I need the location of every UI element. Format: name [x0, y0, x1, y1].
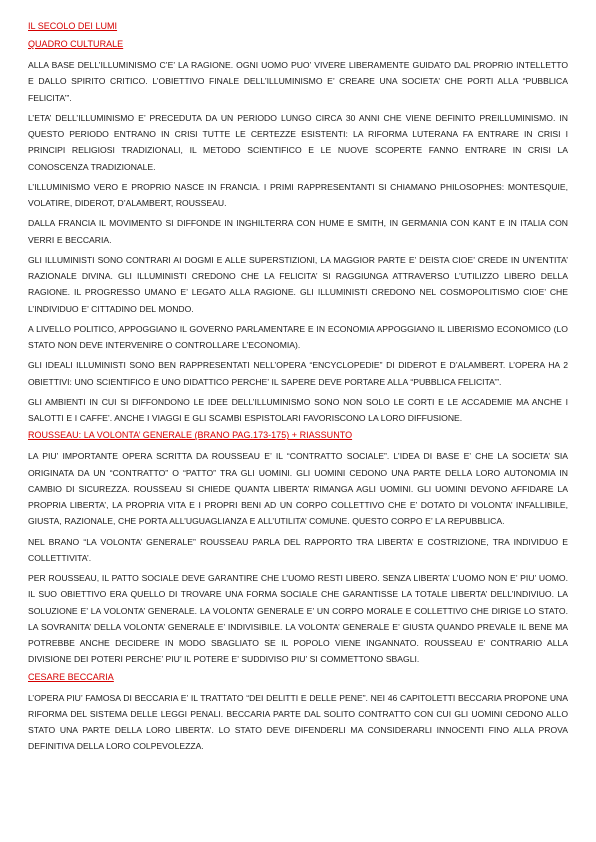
paragraph: ALLA BASE DELL’ILLUMINISMO C’E’ LA RAGIONE. OGNI UOMO PUO’ VIVERE LIBERAMENTE GUIDATO DAL PROPRIO INTELLETTO E DALLO SPIRITO CRITICO. L’OBIETTIVO FINALE DELL’ILLUMINISMO E’ CREARE UNA SOCIETA’ CHE PORTI ALLA “PUBBLICA FELICITA’”. — [28, 60, 568, 103]
paragraph: L’ETA’ DELL’ILLUMINISMO E’ PRECEDUTA DA UN PERIODO LUNGO CIRCA 30 ANNI CHE VIENE DEFINITO PREILLUMINISMO. IN QUESTO PERIODO ENTRANO IN CRISI TUTTE LE CERTEZZE ESISTENTI: LA RIFORMA LUTERANA FA ENTRARE IN CRISI I PRINCIPI RELIGIOSI TRADIZIONALI, IL METODO SCIENTIFICO E LE NUOVE SCOPERTE FANNO ENTRARE IN CRISI LA CONOSCENZA TRADIZIONALE. — [28, 112, 568, 172]
paragraph: GLI AMBIENTI IN CUI SI DIFFONDONO LE IDEE DELL’ILLUMINISMO SONO NON SOLO LE CORTI E LE ACCADEMIE MA ANCHE I SALOTTI E I CAFFE’. ANCHE I VIAGGI E GLI SCAMBI ESPISTOLARI FAVORISCONO LA LORO DIFFUSIONE. — [28, 396, 568, 423]
paragraph: A LIVELLO POLITICO, APPOGGIANO IL GOVERNO PARLAMENTARE E IN ECONOMIA APPOGGIANO IL LIBERISMO ECONOMICO (LO STATO NON DEVE INTERVENIRE O CONTROLLARE L’ECONOMIA). — [28, 323, 568, 350]
paragraph: GLI ILLUMINISTI SONO CONTRARI AI DOGMI E ALLE SUPERSTIZIONI, LA MAGGIOR PARTE E’ DEISTA CIOE’ CREDE IN UN’ENTITA’ RAZIONALE DIVINA. GLI ILLUMINISTI CREDONO CHE LA FELICITA’ SI RAGGIUNGA ATTRAVERSO L’UTILIZZO LIBERO DELLA RAGIONE. IL PROGRESSO UMANO E’ LEGATO ALLA RAGIONE. GLI ILLUMINISTI CREDONO NEL COSMOPOLITISMO CIOE’ CHE L’INDIVIDUO E’ CITTADINO DEL MONDO. — [28, 254, 568, 314]
section-heading-beccaria: CESARE BECCARIA — [28, 671, 114, 682]
paragraph: NEL BRANO “LA VOLONTA’ GENERALE” ROUSSEAU PARLA DEL RAPPORTO TRA LIBERTA’ E COSTRIZIONE, TRA INDIVIDUO E COLLETTIVITA’. — [28, 536, 568, 563]
paragraph: PER ROUSSEAU, IL PATTO SOCIALE DEVE GARANTIRE CHE L’UOMO RESTI LIBERO. SENZA LIBERTA’ L’UOMO NON E’ PIU’ UOMO. IL SUO OBIETTIVO ERA QUELLO DI TROVARE UNA FORMA SOCIALE CHE GARANTISSE LA TOTALE LIBERTA’ DELL’INDIVIUO. LA SOLUZIONE E’ LA VOLONTA’ GENERALE. LA VOLONTA’ GENERALE E’ UN CORPO MORALE E COLLETTIVO CHE DIRIGE LO STATO. LA SOVRANITA’ DELLA VOLONTA’ GENERALE E’ INDIVISIBILE. LA VOLONTA’ GENERALE E’ GIUSTA QUANDO PREVALE IL BENE MA POTREBBE ANCHE DECIDERE IN MODO SBAGLIATO SE IL POPOLO VIENE INGANNATO. ROUSSEAU E’ CONTRARIO ALLA DIVISIONE DEI POTERI PERCHE’ PIU’ IL POTERE E’ SUDDIVISO PIU’ SI COMMETTONO SBAGLI. — [28, 573, 568, 665]
section-heading-quadro-culturale: QUADRO CULTURALE — [28, 39, 124, 49]
paragraph: GLI IDEALI ILLUMINISTI SONO BEN RAPPRESENTATI NELL’OPERA “ENCYCLOPEDIE” DI DIDEROT E D’ALAMBERT. L’OPERA HA 2 OBIETTIVI: UNO SCIENTIFICO E UNO DIDATTICO PERCHE’ IL SAPERE DEVE PORTARE ALLA “PUBBLICA FELICITA’”. — [28, 360, 568, 387]
paragraph: L’ILLUMINISMO VERO E PROPRIO NASCE IN FRANCIA. I PRIMI RAPPRESENTANTI SI CHIAMANO PHILOSOPHES: MONTESQUIE, VOLATIRE, DIDEROT, D’ALAMBERT, ROUSSEAU. — [28, 181, 568, 208]
paragraph: L’OPERA PIU’ FAMOSA DI BECCARIA E’ IL TRATTATO “DEI DELITTI E DELLE PENE”. NEI 46 CAPITOLETTI BECCARIA PROPONE UNA RIFORMA DEL SISTEMA DELLE LEGGI PENALI. BECCARIA PARTE DAL SOLITO CONTRATTO CON CUI GLI UOMINI CEDONO ALLO STATO UNA PARTE DELLA LORO LIBERTA’. LO STATO DEVE DIFENDERLI MA CONSIDERARLI INNOCENTI FINO ALLA PROVA DEFINITIVA DELLA LORO COLPEVOLEZZA. — [28, 692, 568, 752]
paragraph: LA PIU’ IMPORTANTE OPERA SCRITTA DA ROUSSEAU E’ IL “CONTRATTO SOCIALE”. L’IDEA DI BASE E’ CHE LA SOCIETA’ SIA ORIGINATA DA UN “CONTRATTO” O “PATTO” TRA GLI UOMINI. GLI UOMINI CEDONO UNA PARTE DELLA LORO AUTONOMIA IN CAMBIO DI SICUREZZA. ROUSSEAU SI CHIEDE QUANTA LIBERTA’ RIMANGA AGLI UOMINI. GLI UOMINI DEVONO AFFIDARE LA PROPRIA LIBERTA’, LA PROPRIA VITA E I PROPRI BENI AD UN CORPO COLLETTIVO CHE E’ DOTATO DI VOLONTA’ INFALLIBILE, GIUSTA, RAZIONALE, CHE PORTA ALL’UGUAGLIANZA E ALL’UTILITA’ COMUNE. QUESTO CORPO E’ LA REPUBBLICA. — [28, 451, 568, 527]
section-heading-rousseau: ROUSSEAU: LA VOLONTA’ GENERALE (BRANO PAG.173-175) + RIASSUNTO — [28, 430, 353, 441]
paragraph: DALLA FRANCIA IL MOVIMENTO SI DIFFONDE IN INGHILTERRA CON HUME E SMITH, IN GERMANIA CON KANT E IN ITALIA CON VERRI E BECCARIA. — [28, 218, 568, 245]
document-title: IL SECOLO DEI LUMI — [28, 21, 118, 31]
